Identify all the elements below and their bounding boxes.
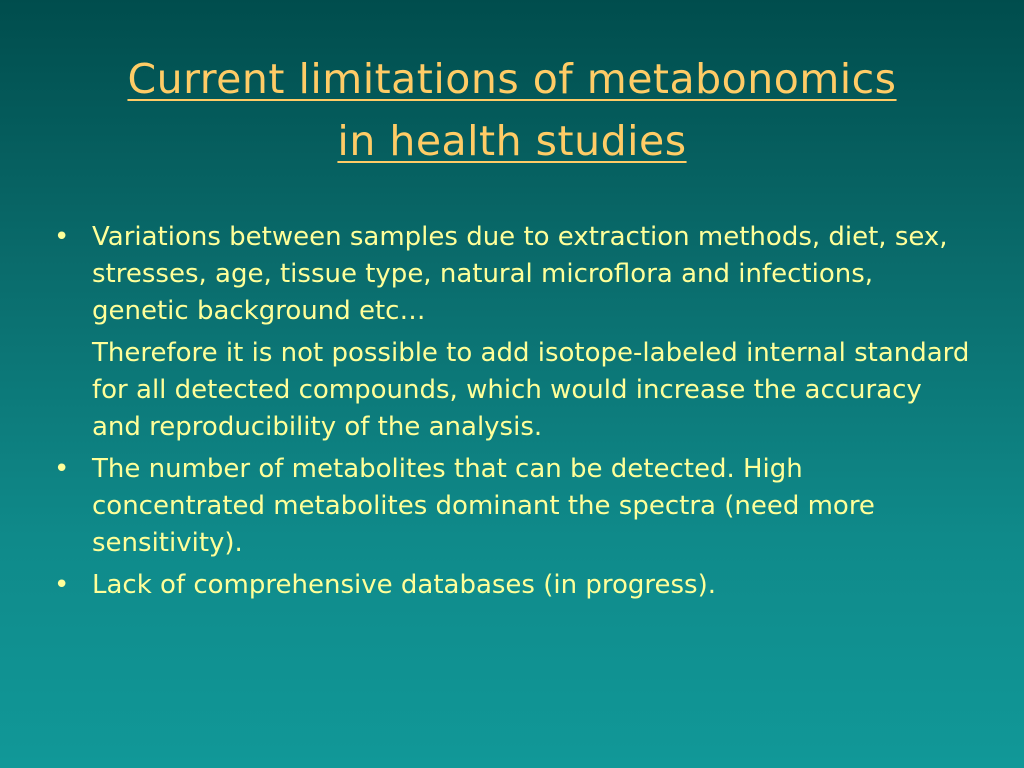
bullet-continuation: Therefore it is not possible to add isotope-labeled internal standard for all detected compounds, which would increase the accuracy and reproducibility of the analysis. <box>92 338 970 442</box>
slide-title-line-1: Current limitations of metabonomics <box>127 55 897 103</box>
bullet-list <box>52 219 972 609</box>
slide-title-line-2: in health studies <box>337 117 687 165</box>
bullet-item: • Variations between samples due to extraction methods, diet, sex, stresses, age, tissue type, natural microflora and infections, genetic background etc… <box>52 219 972 330</box>
bullet-item: • The number of metabolites that can be detected. High concentrated metabolites dominant the spectra (need more sensitivity). <box>52 451 972 562</box>
slide-title <box>0 48 1024 172</box>
bullet-item: • Lack of comprehensive databases (in progress). <box>52 567 972 604</box>
